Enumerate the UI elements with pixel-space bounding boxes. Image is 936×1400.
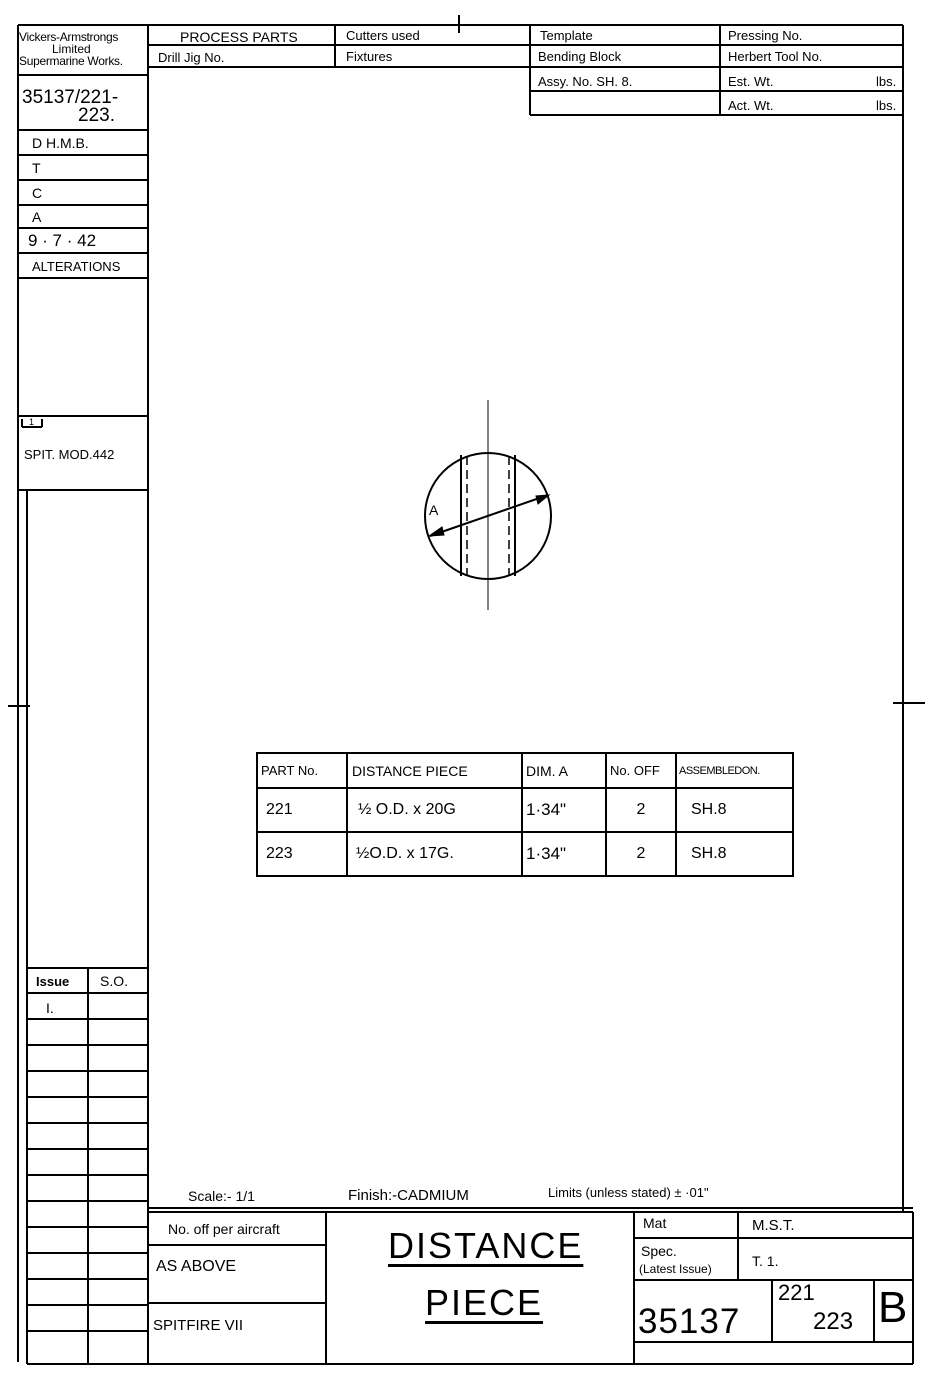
fixtures-label: Fixtures — [346, 49, 393, 64]
cell-no-off: 2 — [606, 832, 676, 876]
act-wt-label: Act. Wt. — [728, 98, 774, 113]
part-range-bottom: 223 — [813, 1308, 854, 1335]
checked-by: C — [32, 185, 43, 201]
cell-part-no: 223 — [257, 832, 347, 876]
drawing-number: 35137 — [638, 1302, 741, 1341]
part-drawing — [425, 400, 551, 610]
template-label: Template — [540, 28, 593, 43]
part-range-top: 221 — [778, 1280, 815, 1305]
header-distance-piece: DISTANCE PIECE — [347, 753, 522, 788]
spec-label: Spec. — [641, 1243, 677, 1259]
drawing-date: 9 · 7 · 42 — [28, 231, 97, 250]
spec-value: T. 1. — [752, 1253, 779, 1269]
spec-sub-label: (Latest Issue) — [639, 1262, 712, 1276]
parts-table-header — [257, 753, 793, 788]
cell-part-no: 221 — [257, 788, 347, 832]
no-off-per-aircraft-label: No. off per aircraft — [168, 1221, 280, 1237]
bending-block-label: Bending Block — [538, 49, 622, 64]
drawing-ref-line1: 35137/221- — [22, 87, 119, 108]
est-wt-label: Est. Wt. — [728, 74, 774, 89]
limits-label: Limits (unless stated) ± ·01" — [548, 1185, 709, 1200]
parts-table — [256, 752, 794, 877]
alterations-label: ALTERATIONS — [32, 259, 121, 274]
drawn-by: D H.M.B. — [32, 135, 89, 151]
cell-dim-a: 1·34" — [522, 788, 606, 832]
header-assembled-on: ASSEMBLEDON. — [676, 753, 793, 788]
herbert-tool-label: Herbert Tool No. — [728, 49, 823, 64]
cell-description: ½O.D. x 17G. — [347, 832, 522, 876]
company-name: Vickers-Armstrongs — [19, 30, 119, 44]
company-works: Supermarine Works. — [19, 54, 123, 68]
issue-letter: B — [878, 1283, 908, 1332]
traced-by: T — [32, 160, 41, 176]
scale-label: Scale:- 1/1 — [188, 1188, 255, 1204]
header-dim-a: DIM. A — [522, 753, 606, 788]
cell-assembled-on: SH.8 — [676, 832, 793, 876]
no-off-value: AS ABOVE — [156, 1258, 237, 1275]
table-row — [257, 788, 793, 832]
dimension-a-label: A — [429, 502, 439, 518]
assembly-number: Assy. No. SH. 8. — [538, 74, 633, 89]
cell-assembled-on: SH.8 — [676, 788, 793, 832]
drill-jig-label: Drill Jig No. — [158, 50, 225, 65]
cell-dim-a: 1·34" — [522, 832, 606, 876]
issue-value: I. — [46, 1000, 54, 1016]
so-header: S.O. — [100, 973, 129, 989]
drawing-ref-line2: 223. — [78, 105, 115, 126]
approved-by: A — [32, 209, 42, 225]
alteration-note: SPIT. MOD.442 — [24, 447, 115, 462]
table-row — [257, 832, 793, 876]
issue-header: Issue — [36, 974, 70, 989]
aircraft-type: SPITFIRE VII — [153, 1317, 244, 1334]
company-name-limited: Limited — [52, 42, 91, 56]
act-wt-unit: lbs. — [876, 98, 897, 113]
header-no-off: No. OFF — [606, 753, 676, 788]
finish-label: Finish:-CADMIUM — [348, 1187, 469, 1204]
part-title-line1: DISTANCE — [388, 1225, 584, 1266]
cell-no-off: 2 — [606, 788, 676, 832]
pressing-no-label: Pressing No. — [728, 28, 803, 43]
material-label: Mat — [643, 1215, 667, 1231]
alteration-marker: 1 — [29, 417, 35, 427]
cell-description: ½ O.D. x 20G — [347, 788, 522, 832]
cutters-used-label: Cutters used — [346, 28, 420, 43]
est-wt-unit: lbs. — [876, 74, 897, 89]
process-parts-label: PROCESS PARTS — [180, 29, 298, 45]
material-value: M.S.T. — [752, 1217, 795, 1234]
part-title-line2: PIECE — [425, 1282, 544, 1323]
header-part-no: PART No. — [257, 753, 347, 788]
